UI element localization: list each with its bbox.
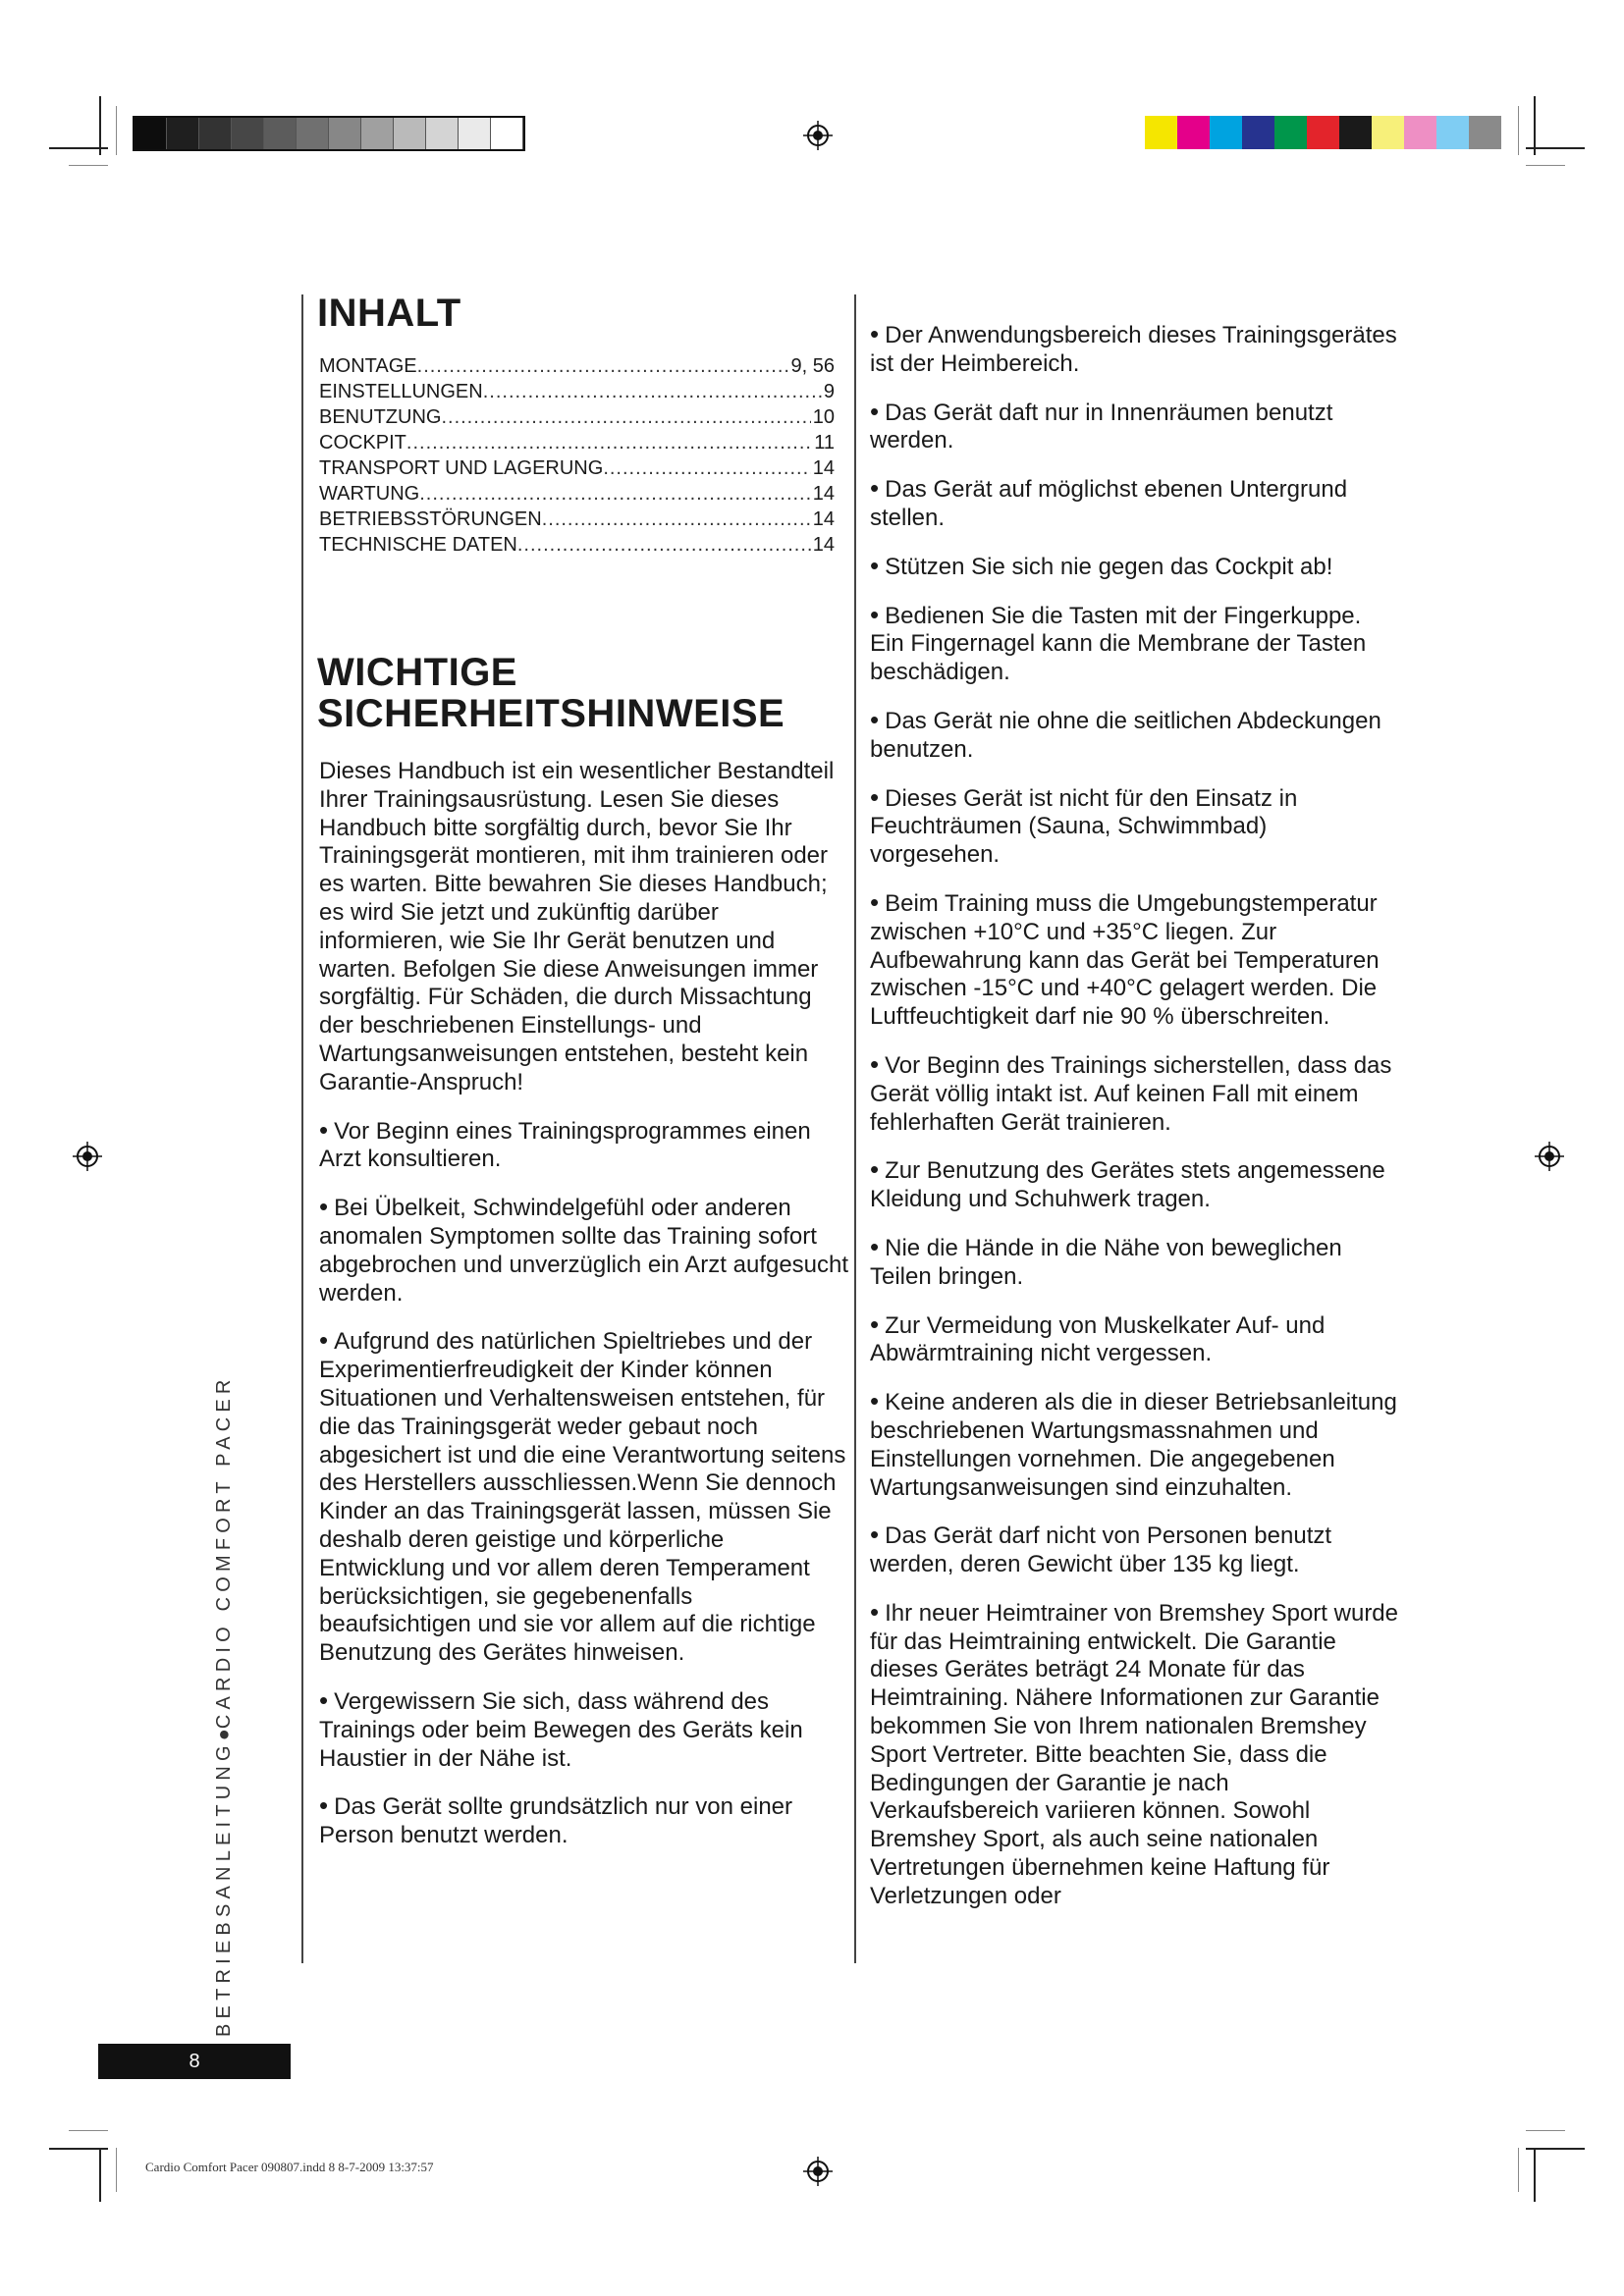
grey-swatch — [199, 118, 232, 149]
grey-swatch — [135, 118, 167, 149]
color-swatch — [1210, 116, 1242, 149]
registration-mark-top-icon — [803, 121, 833, 150]
safety-bullet: • Aufgrund des natürlichen Spieltriebes und der Experimentierfreudigkeit der Kinder können Situationen und Verhaltensweisen entstehen, für die das Trainingsgerät weder gebaut noch abgesichert ist und die eine Verantwortung seitens des Herstellers ausschliessen.Wenn Sie dennoch Kinder an das Trainingsgerät lassen, müssen Sie deshalb deren geistige und körperliche Entwicklung und vor allem deren Temperament berücksichtigen, sie gegebenenfalls beaufsichtigen und sie vor allem auf die richtige Benutzung des Gerätes hinweisen. — [319, 1326, 849, 1668]
safety-bullet: • Der Anwendungsbereich dieses Trainingsgerätes ist der Heimbereich. — [870, 320, 1400, 379]
registration-mark-right-icon — [1535, 1142, 1564, 1171]
safety-heading-line2: SICHERHEITSHINWEISE — [317, 692, 785, 735]
page-number: 8 — [98, 2044, 291, 2079]
safety-bullet: • Stützen Sie sich nie gegen das Cockpit ab! — [870, 552, 1400, 582]
color-swatch — [1436, 116, 1469, 149]
color-swatch — [1404, 116, 1436, 149]
safety-bullet: • Keine anderen als die in dieser Betriebsanleitung beschriebenen Wartungsmassnahmen und Einstellungen vornehmen. Die angegebenen Wartungsanweisungen sind einzuhalten. — [870, 1387, 1400, 1502]
right-column-body — [870, 320, 1400, 1930]
safety-bullet: • Vergewissern Sie sich, dass während des Trainings oder beim Bewegen des Geräts kein Haustier in der Nähe ist. — [319, 1686, 849, 1773]
color-calibration-bar — [1145, 116, 1501, 149]
grey-swatch — [426, 118, 459, 149]
safety-bullet: • Nie die Hände in die Nähe von beweglichen Teilen bringen. — [870, 1233, 1400, 1292]
sidebar-dot-icon: ● — [213, 1729, 235, 1741]
center-column-rule — [854, 294, 856, 1963]
safety-bullet: • Vor Beginn des Trainings sicherstellen, dass das Gerät völlig intakt ist. Auf keinen Fall mit einem fehlerhaften Gerät trainieren. — [870, 1050, 1400, 1137]
safety-heading — [317, 652, 785, 734]
safety-bullet: • Das Gerät sollte grundsätzlich nur von einer Person benutzt werden. — [319, 1791, 849, 1850]
toc-entry: EINSTELLUNGEN ..... 9 — [319, 379, 835, 404]
toc-heading: INHALT — [317, 292, 461, 335]
color-swatch — [1307, 116, 1339, 149]
grey-swatch — [264, 118, 297, 149]
color-swatch — [1242, 116, 1274, 149]
safety-bullet: • Zur Benutzung des Gerätes stets angemessene Kleidung und Schuhwerk tragen. — [870, 1155, 1400, 1214]
safety-bullet: • Bei Übelkeit, Schwindelgefühl oder anderen anomalen Symptomen sollte das Training sofort abgebrochen und unverzüglich ein Arzt aufgesucht werden. — [319, 1193, 849, 1308]
sidebar-product-label: CARDIO COMFORT PACER — [213, 1374, 235, 1730]
grey-swatch — [361, 118, 394, 149]
grey-calibration-bar — [133, 116, 525, 151]
safety-bullet: • Dieses Gerät ist nicht für den Einsatz in Feuchträumen (Sauna, Schwimmbad) vorgesehen. — [870, 783, 1400, 870]
left-column-body — [319, 758, 849, 1869]
toc-entry: COCKPIT ..... 11 — [319, 430, 835, 455]
safety-bullet: • Ihr neuer Heimtrainer von Bremshey Sport wurde für das Heimtraining entwickelt. Die Garantie dieses Gerätes beträgt 24 Monate für das Heimtraining. Nähere Informationen zur Garantie bekommen Sie von Ihrem nationalen Bremshey Sport Vertreter. Bitte beachten Sie, dass die Bedingungen der Garantie je nach Verkaufsbereich variieren können. Sowohl Bremshey Sport, als auch seine nationalen Vertretungen übernehmen keine Haftung für Verletzungen oder — [870, 1598, 1400, 1911]
safety-bullet: • Beim Training muss die Umgebungstemperatur zwischen +10°C und +35°C liegen. Zur Aufbewahrung kann das Gerät bei Temperaturen zwischen -15°C und +40°C gelagert werden. Die Luftfeuchtigkeit darf nie 90 % überschreiten. — [870, 888, 1400, 1032]
registration-mark-bottom-icon — [803, 2157, 833, 2186]
color-swatch — [1145, 116, 1177, 149]
print-footer: Cardio Comfort Pacer 090807.indd 8 8-7-2009 13:37:57 — [145, 2160, 434, 2174]
safety-bullet: • Zur Vermeidung von Muskelkater Auf- und Abwärmtraining nicht vergessen. — [870, 1310, 1400, 1369]
toc-entry: TRANSPORT UND LAGERUNG ..... 14 — [319, 455, 835, 481]
safety-bullet: • Bedienen Sie die Tasten mit der Fingerkuppe. Ein Fingernagel kann die Membrane der Tasten beschädigen. — [870, 601, 1400, 687]
color-swatch — [1469, 116, 1501, 149]
safety-bullet: • Das Gerät nie ohne die seitlichen Abdeckungen benutzen. — [870, 706, 1400, 765]
toc-entry: WARTUNG ..... 14 — [319, 481, 835, 507]
intro-paragraph: Dieses Handbuch ist ein wesentlicher Bestandteil Ihrer Trainingsausrüstung. Lesen Sie dieses Handbuch bitte sorgfältig durch, bevor Sie Ihr Trainingsgerät montieren, mit ihm trainieren oder es warten. Bitte bewahren Sie dieses Handbuch; es wird Sie jetzt und zukünftig darüber informieren, wie Sie Ihr Gerät benutzen und warten. Befolgen Sie diese Anweisungen immer sorgfältig. Für Schäden, die durch Missachtung der beschriebenen Einstellungs- und Wartungsanweisungen entstehen, besteht kein Garantie-Anspruch! — [319, 758, 835, 1095]
color-swatch — [1274, 116, 1307, 149]
grey-swatch — [329, 118, 361, 149]
toc-entry: TECHNISCHE DATEN ..... 14 — [319, 532, 835, 558]
left-column-rule — [301, 294, 303, 1963]
grey-swatch — [459, 118, 491, 149]
grey-swatch — [394, 118, 426, 149]
grey-swatch — [491, 118, 523, 149]
vertical-sidebar-label — [213, 1374, 236, 2037]
grey-swatch — [297, 118, 329, 149]
table-of-contents — [319, 353, 835, 558]
safety-bullet: • Das Gerät auf möglichst ebenen Untergrund stellen. — [870, 474, 1400, 533]
grey-swatch — [232, 118, 264, 149]
safety-bullet: • Das Gerät daft nur in Innenräumen benutzt werden. — [870, 398, 1400, 456]
toc-entry: BETRIEBSSTÖRUNGEN ..... 14 — [319, 507, 835, 532]
toc-entry: BENUTZUNG ..... 10 — [319, 404, 835, 430]
color-swatch — [1372, 116, 1404, 149]
registration-mark-left-icon — [73, 1142, 102, 1171]
grey-swatch — [167, 118, 199, 149]
safety-bullet: • Vor Beginn eines Trainingsprogrammes einen Arzt konsultieren. — [319, 1116, 849, 1175]
safety-heading-line1: WICHTIGE — [317, 651, 517, 694]
color-swatch — [1339, 116, 1372, 149]
color-swatch — [1177, 116, 1210, 149]
safety-bullet: • Das Gerät darf nicht von Personen benutzt werden, deren Gewicht über 135 kg liegt. — [870, 1521, 1400, 1579]
toc-entry: MONTAGE ..... 9, 56 — [319, 353, 835, 379]
sidebar-manual-label: BETRIEBSANLEITUNG — [213, 1740, 235, 2037]
